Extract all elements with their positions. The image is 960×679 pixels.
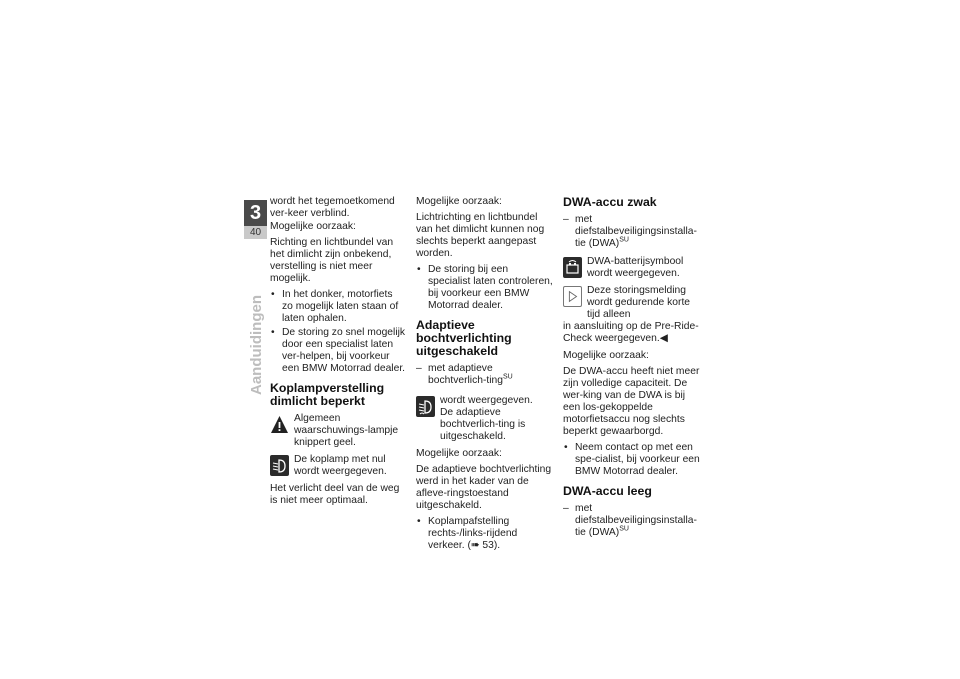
paragraph: wordt het tegemoetkomend ver-keer verblind.: [270, 196, 395, 219]
notice-block: [563, 285, 703, 345]
cause-label: Mogelijke oorzaak:: [270, 221, 356, 232]
curve-light-icon: [416, 396, 435, 417]
chapter-tab: [244, 200, 267, 239]
battery-text: DWA-batterijsymbool wordt weergegeven.: [587, 256, 684, 279]
section-heading: Adaptieve bochtverlichting uitgeschakeld: [416, 318, 512, 358]
headlamp-text: De koplamp met nul wordt weergegeven.: [294, 454, 387, 477]
headlamp-block: [270, 454, 406, 478]
page-number: 40: [244, 226, 267, 239]
cause-text: Lichtrichting en lichtbundel van het dimlicht kunnen nog slechts beperkt aangepast worden.: [416, 212, 545, 259]
warning-block: [270, 413, 406, 449]
notice-text: Deze storingsmelding wordt gedurende korte tijd alleen in aansluiting op de Pre-Ride-Check weergegeven.◀: [563, 285, 699, 344]
section-heading: DWA-accu leeg: [563, 484, 652, 498]
column-1: [270, 196, 406, 511]
list-item: • De storing bij een specialist laten controleren, bij voorkeur een BMW Motorrad dealer.: [416, 264, 553, 312]
bullet-list: [563, 442, 703, 478]
curve-light-text: wordt weergegeven. De adaptieve bochtverlich-ting is uitgeschakeld.: [440, 395, 533, 442]
list-item: – met diefstalbeveiligingsinstalla-tie (DWA)$^{SU}$: [563, 214, 703, 250]
curve-light-block: [416, 395, 553, 443]
play-triangle-icon: [563, 286, 582, 307]
column-2: [416, 196, 553, 556]
cause-text: De DWA-accu heeft niet meer zijn volledige capaciteit. De wer-king van de DWA is bij een los-gekoppelde motorfietsaccu nog slechts beperkt gewaarborgd.: [563, 366, 700, 437]
cause-label: Mogelijke oorzaak:: [416, 448, 502, 459]
list-item: • Neem contact op met een spe-cialist, bij voorkeur een BMW Motorrad dealer.: [563, 442, 703, 478]
cause-label: Mogelijke oorzaak:: [563, 350, 649, 361]
dash-list: [563, 214, 703, 250]
bullet-list: [270, 289, 406, 375]
warning-text: Algemeen waarschuwings-lampje knippert geel.: [294, 413, 399, 448]
chapter-title: Aanduidingen: [248, 295, 265, 395]
bullet-list: [416, 264, 553, 312]
paragraph: Het verlicht deel van de weg is niet meer optimaal.: [270, 483, 400, 506]
section-heading: Koplampverstelling dimlicht beperkt: [270, 381, 385, 408]
chapter-number: 3: [244, 200, 267, 226]
dash-list: [416, 363, 553, 387]
section-heading: DWA-accu zwak: [563, 195, 657, 209]
dash-list: [563, 503, 703, 539]
cause-text: Richting en lichtbundel van het dimlicht zijn onbekend, verstelling is niet meer mogelijk.: [270, 237, 394, 284]
dwa-battery-icon: [563, 257, 582, 278]
list-item: • In het donker, motorfiets zo mogelijk laten staan of laten ophalen.: [270, 289, 406, 325]
column-3: [563, 196, 703, 543]
list-item: – met diefstalbeveiligingsinstalla-tie (DWA)$^{SU}$: [563, 503, 703, 539]
warning-triangle-icon: [270, 414, 289, 435]
headlamp-zero-icon: [270, 455, 289, 476]
bullet-list: [416, 516, 553, 552]
cause-label: Mogelijke oorzaak:: [416, 196, 502, 207]
list-item: – met adaptieve bochtverlich-ting$^{SU}$: [416, 363, 553, 387]
battery-block: [563, 256, 703, 280]
cause-text: De adaptieve bochtverlichting werd in het kader van de afleve-ringstoestand uitgeschakeld.: [416, 464, 552, 511]
list-item: • De storing zo snel mogelijk door een specialist laten ver-helpen, bij voorkeur een BMW Motorrad dealer.: [270, 327, 406, 375]
list-item: • Koplampafstelling rechts-/links-rijdend verkeer. (➠ 53).: [416, 516, 553, 552]
